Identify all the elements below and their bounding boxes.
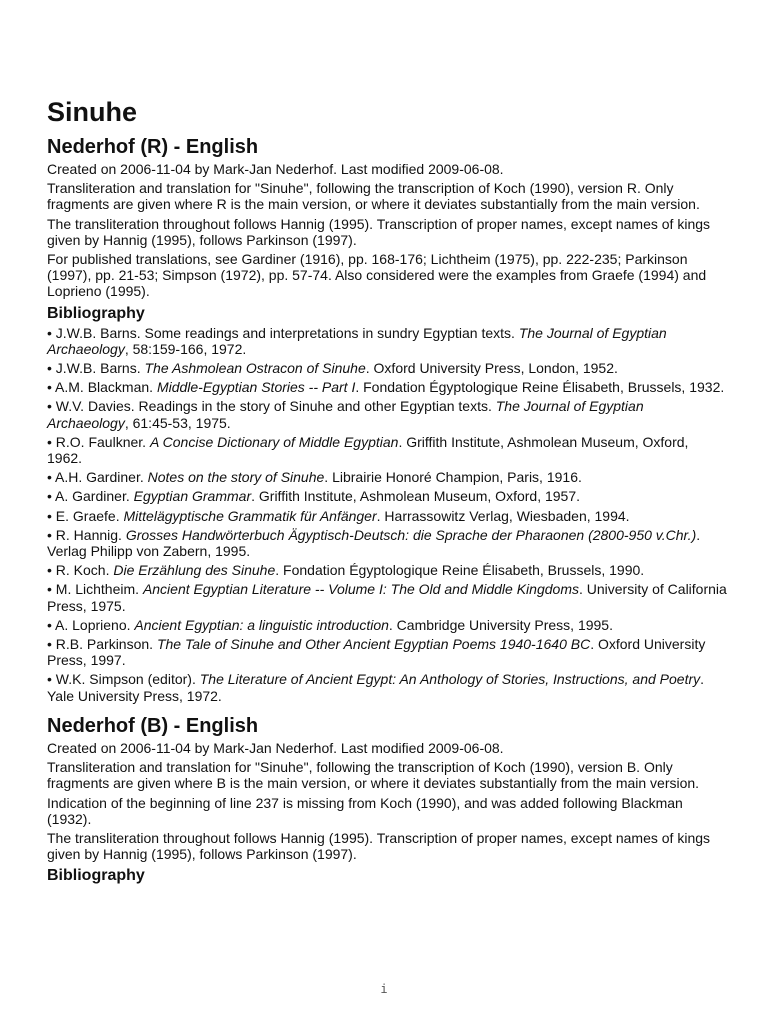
document-page <box>47 96 727 887</box>
paragraph-created: Created on 2006-11-04 by Mark-Jan Nederhof. Last modified 2009-06-08. <box>47 739 504 756</box>
bibliography-entry: • A. Loprieno. Ancient Egyptian: a linguistic introduction. Cambridge University Press, 1995. <box>47 616 613 633</box>
bibliography-heading: Bibliography <box>47 304 145 322</box>
bibliography-entry: • A.M. Blackman. Middle-Egyptian Stories -- Part I. Fondation Égyptologique Reine Élisabeth, Brussels, 1932. <box>47 379 725 396</box>
paragraph-hannig: The transliteration throughout follows Hannig (1995). Transcription of proper names, except names of kings given by Hannig (1995), follows Parkinson (1997). <box>47 829 711 863</box>
bibliography-entry: • M. Lichtheim. Ancient Egyptian Literature -- Volume I: The Old and Middle Kingdoms. University of California Press, 1975. <box>47 581 727 614</box>
paragraph-translations: For published translations, see Gardiner (1916), pp. 168-176; Lichtheim (1975), pp. 222-235; Parkinson (1997), pp. 21-53; Simpson (1972), pp. 57-74. Also considered were the examples from Graefe (1994) and Loprieno (1995). <box>47 251 707 300</box>
section-heading: Nederhof (B) - English <box>47 714 259 737</box>
bibliography-entry: • W.K. Simpson (editor). The Literature of Ancient Egypt: An Anthology of Stories, Instructions, and Poetry. Yale University Press, 1972. <box>47 671 705 704</box>
bibliography-entry: • E. Graefe. Mittelägyptische Grammatik für Anfänger. Harrassowitz Verlag, Wiesbaden, 1994. <box>47 507 630 524</box>
page-number: i <box>380 982 388 996</box>
bibliography-entry: • R. Koch. Die Erzählung des Sinuhe. Fondation Égyptologique Reine Élisabeth, Brussels, 1990. <box>47 562 645 579</box>
bibliography-entry: • A.H. Gardiner. Notes on the story of Sinuhe. Librairie Honoré Champion, Paris, 1916. <box>47 469 582 486</box>
bibliography-list <box>47 325 727 704</box>
paragraph-hannig: The transliteration throughout follows Hannig (1995). Transcription of proper names, except names of kings given by Hannig (1995), follows Parkinson (1997). <box>47 215 711 248</box>
paragraph-created: Created on 2006-11-04 by Mark-Jan Nederhof. Last modified 2009-06-08. <box>47 161 504 177</box>
paragraph-transliteration: Transliteration and translation for "Sinuhe", following the transcription of Koch (1990), version R. Only fragments are given where R is the main version, or where it deviates substantially from the main version. <box>47 180 700 213</box>
section-heading: Nederhof (R) - English <box>47 136 259 158</box>
document-title: Sinuhe <box>47 97 138 127</box>
bibliography-entry: • J.W.B. Barns. Some readings and interpretations in sundry Egyptian texts. The Journal of Egyptian Archaeology, 58:159-166, 1972. <box>47 324 667 357</box>
paragraph-line-237: Indication of the beginning of line 237 is missing from Koch (1990), and was added following Blackman (1932). <box>47 794 683 827</box>
section-nederhof-r <box>47 135 727 704</box>
paragraph-transliteration: Transliteration and translation for "Sinuhe", following the transcription of Koch (1990), version B. Only fragments are given where B is the main version, or where it deviates substantially from the main version. <box>47 759 700 792</box>
bibliography-heading: Bibliography <box>47 867 145 885</box>
bibliography-entry: • J.W.B. Barns. The Ashmolean Ostracon of Sinuhe. Oxford University Press, London, 1952. <box>47 360 618 377</box>
section-nederhof-b <box>47 714 727 886</box>
bibliography-entry: • A. Gardiner. Egyptian Grammar. Griffith Institute, Ashmolean Museum, Oxford, 1957. <box>47 488 581 505</box>
bibliography-entry: • R. Hannig. Grosses Handwörterbuch Ägyptisch-Deutsch: die Sprache der Pharaonen (2800-950 v.Chr.). Verlag Philipp von Zabern, 1995. <box>47 526 701 560</box>
bibliography-entry: • R.B. Parkinson. The Tale of Sinuhe and Other Ancient Egyptian Poems 1940-1640 BC. Oxford University Press, 1997. <box>47 636 706 669</box>
bibliography-entry: • W.V. Davies. Readings in the story of Sinuhe and other Egyptian texts. The Journal of Egyptian Archaeology, 61:45-53, 1975. <box>47 398 644 431</box>
bibliography-entry: • R.O. Faulkner. A Concise Dictionary of Middle Egyptian. Griffith Institute, Ashmolean Museum, Oxford, 1962. <box>47 433 689 467</box>
